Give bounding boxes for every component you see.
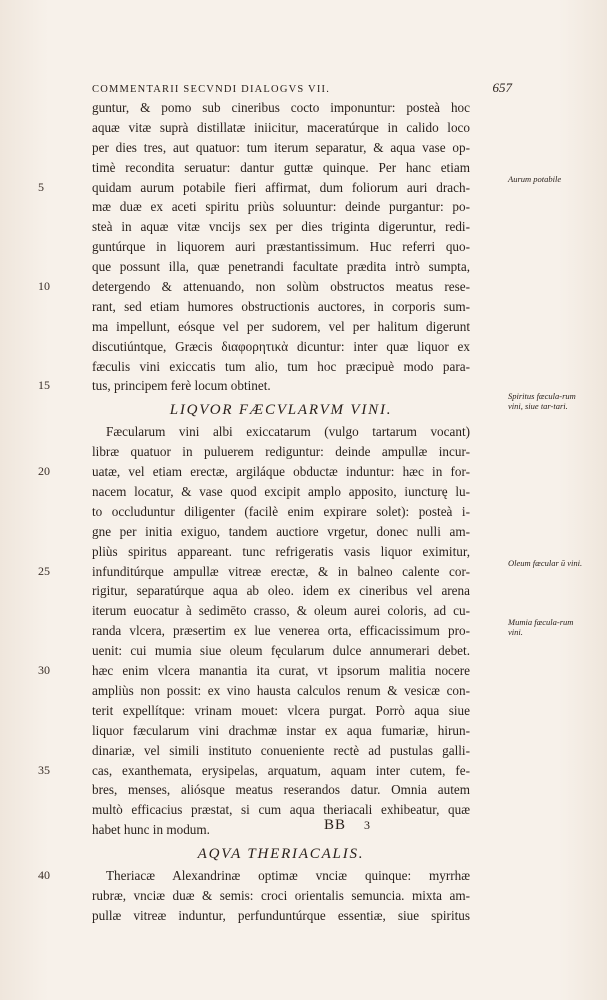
text-line <box>38 277 470 297</box>
margin-note-aurum: Aurum potabile <box>508 174 562 184</box>
text-line <box>50 502 470 522</box>
line-text: infunditúrque ampullæ vitreæ erectæ, & in balneo calente cor- <box>92 563 470 579</box>
text-line <box>38 761 470 781</box>
paragraph-aurum <box>38 98 470 396</box>
line-text: uenit: cui mumia siue oleum fęcularum dulce annumerari debet. <box>92 643 470 659</box>
text-line <box>50 217 470 237</box>
line-text: guntúrque in liquorem auri præstantissimum. Huc referri quo- <box>92 239 470 255</box>
line-text: terit expellítque: vrinam mouet: vlcera purgat. Porrò aqua siue <box>92 702 470 718</box>
line-text: detergendo & attenuando, non solùm obstructos meatus rese- <box>92 279 470 295</box>
text-line <box>50 800 470 820</box>
text-line <box>50 601 470 621</box>
line-text: tus, principem ferè locum obtinet. <box>92 378 271 394</box>
text-line <box>50 581 470 601</box>
line-number: 20 <box>38 464 50 479</box>
signature-number: 3 <box>364 818 372 832</box>
text-line <box>50 741 470 761</box>
text-line <box>50 297 470 317</box>
text-line <box>38 562 470 582</box>
line-text: que possunt illa, quæ penetrandi facultate prædita intrò sumpta, <box>92 259 470 275</box>
paragraph-aqua <box>38 866 470 926</box>
line-text: timè recondita seruatur: dantur guttæ quinque. Per hanc etiam <box>92 159 470 175</box>
line-text: dinariæ, vel simili instituto conueniente rectè ad pustulas galli- <box>92 742 470 758</box>
line-text: randa vlcera, præsertim ex lue venerea orta, efficacissimum pro- <box>92 623 470 639</box>
text-line <box>50 422 470 442</box>
text-line <box>50 721 470 741</box>
line-text: bres, menses, aliósque meatus reserandos datur. Omnia autem <box>92 782 470 798</box>
line-text: Theriacæ Alexandrinæ optimæ vnciæ quinque: myrrhæ <box>106 868 470 884</box>
line-text: habet hunc in modum. <box>92 822 210 838</box>
text-line <box>50 118 470 138</box>
line-number: 10 <box>38 279 50 294</box>
line-text: aquæ vitæ suprà distillatæ iniicitur, maceratúrque in calido loco <box>92 119 470 135</box>
text-line <box>38 376 470 396</box>
text-line <box>50 257 470 277</box>
text-line <box>38 866 470 886</box>
text-line <box>50 780 470 800</box>
margin-note-spiritus: Spiritus fæcula-rum vini, siue tar-tari. <box>508 391 576 411</box>
line-text: discutiúntque, Græcis διαφορητικὰ dicuntur: inter quæ liquor ex <box>92 338 470 354</box>
text-line <box>50 886 470 906</box>
text-line <box>50 317 470 337</box>
text-line <box>38 462 470 482</box>
text-line <box>50 701 470 721</box>
text-line <box>50 138 470 158</box>
paragraph-liquor <box>38 422 470 840</box>
page-number: 657 <box>492 80 512 95</box>
line-number: 25 <box>38 563 50 578</box>
text-line <box>38 661 470 681</box>
line-text: mæ duæ ex aceti spiritu priùs soluuntur: deinde purgantur: po- <box>92 199 470 215</box>
section-heading-liquor: LIQVOR FÆCVLARVM VINI. <box>169 402 393 419</box>
line-number: 5 <box>38 179 44 194</box>
text-line <box>38 178 470 198</box>
line-text: pullæ vitreæ induntur, perfunduntúrque essentiæ, siue spiritus <box>92 907 470 923</box>
line-text: multò efficacius præstat, si cum aqua theriacali exhibeatur, quæ <box>92 802 470 818</box>
text-body <box>38 98 470 926</box>
text-line <box>50 197 470 217</box>
line-text: iterum euocatur à sedimēto crasso, & oleum aurei coloris, ad cu- <box>92 603 470 619</box>
section-heading-aqua: AQVA THERIACALIS. <box>197 846 365 863</box>
line-text: rubræ, vnciæ duæ & semis: croci orientalis semuncia. mixta am- <box>92 887 470 903</box>
line-text: libræ quatuor in puluerem rediguntur: deinde ampullæ incur- <box>92 444 470 460</box>
line-text: uatæ, vel etiam erectæ, argiláque obductæ induntur: hæc in for- <box>92 464 470 480</box>
line-number: 35 <box>38 762 50 777</box>
line-text: Fæcularum vini albi exiccatarum (vulgo tartarum vocant) <box>106 424 470 440</box>
text-line <box>50 482 470 502</box>
line-text: ampliùs non possit: ex vino hausta calculos renum & vesicæ con- <box>92 682 470 698</box>
margin-note-oleum: Oleum fæcular ū vini. <box>508 558 583 568</box>
running-header <box>92 80 512 96</box>
line-text: guntur, & pomo sub cineribus cocto imponuntur: posteà hoc <box>92 100 470 115</box>
signature-mark <box>324 817 371 834</box>
line-text: to occluduntur diligenter (facilè enim expirare solet): posteà i- <box>92 503 470 519</box>
line-text: nacem locatur, & vase quod excipit amplo apposito, iuncturę lu- <box>92 484 470 500</box>
line-text: hæc enim vlcera manantia ita curat, vt ipsorum malitia nocere <box>92 663 470 679</box>
text-line <box>50 337 470 357</box>
line-text: steà in aquæ vitæ vncijs sex per dies triginta digeruntur, redi- <box>92 219 470 235</box>
line-text: per dies tres, aut quatuor: tum iterum separatur, & aqua vase op- <box>92 139 470 155</box>
text-line <box>50 641 470 661</box>
margin-note-mumia: Mumia fæcula-rum vini. <box>508 617 574 637</box>
text-line <box>50 906 470 926</box>
running-title: COMMENTARII SECVNDI DIALOGVS VII. <box>92 84 331 95</box>
text-line <box>50 357 470 377</box>
text-line <box>50 237 470 257</box>
line-text: quidam aurum potabile fieri affirmat, dum foliorum auri drach- <box>92 179 470 195</box>
line-text: rant, sed etiam humores obstructionis auctores, in corporis sum- <box>92 298 470 314</box>
text-line <box>50 98 470 118</box>
line-text: liquor fæcularum vini drachmæ instar ex aqua fumariæ, hirun- <box>92 722 470 738</box>
line-number: 15 <box>38 378 50 393</box>
text-line <box>50 621 470 641</box>
line-text: ma impellunt, eósque vel per sudorem, vel per halitum digerunt <box>92 318 470 334</box>
line-text: rigitur, separatúrque aqua ab oleo. idem ex cineribus vel arena <box>92 583 470 599</box>
text-line <box>50 681 470 701</box>
line-text: cas, exanthemata, erysipelas, arquatum, aquam inter cutem, fe- <box>92 762 470 778</box>
text-line <box>50 820 470 840</box>
line-number: 40 <box>38 868 50 883</box>
line-text: fæculis vini exiccatis tum alio, tum hoc præcipuè modo para- <box>92 358 470 374</box>
line-text: gne per initia exiguo, tandem auctiore vrgetur, donec nulli am- <box>92 523 470 539</box>
line-number: 30 <box>38 663 50 678</box>
text-line <box>50 522 470 542</box>
line-text: pliùs spiritus appareant. tunc refrigeratis vasis liquor eximitur, <box>92 543 470 559</box>
text-line <box>50 158 470 178</box>
text-line <box>50 542 470 562</box>
text-line <box>50 442 470 462</box>
signature-letters: BB <box>324 817 347 833</box>
